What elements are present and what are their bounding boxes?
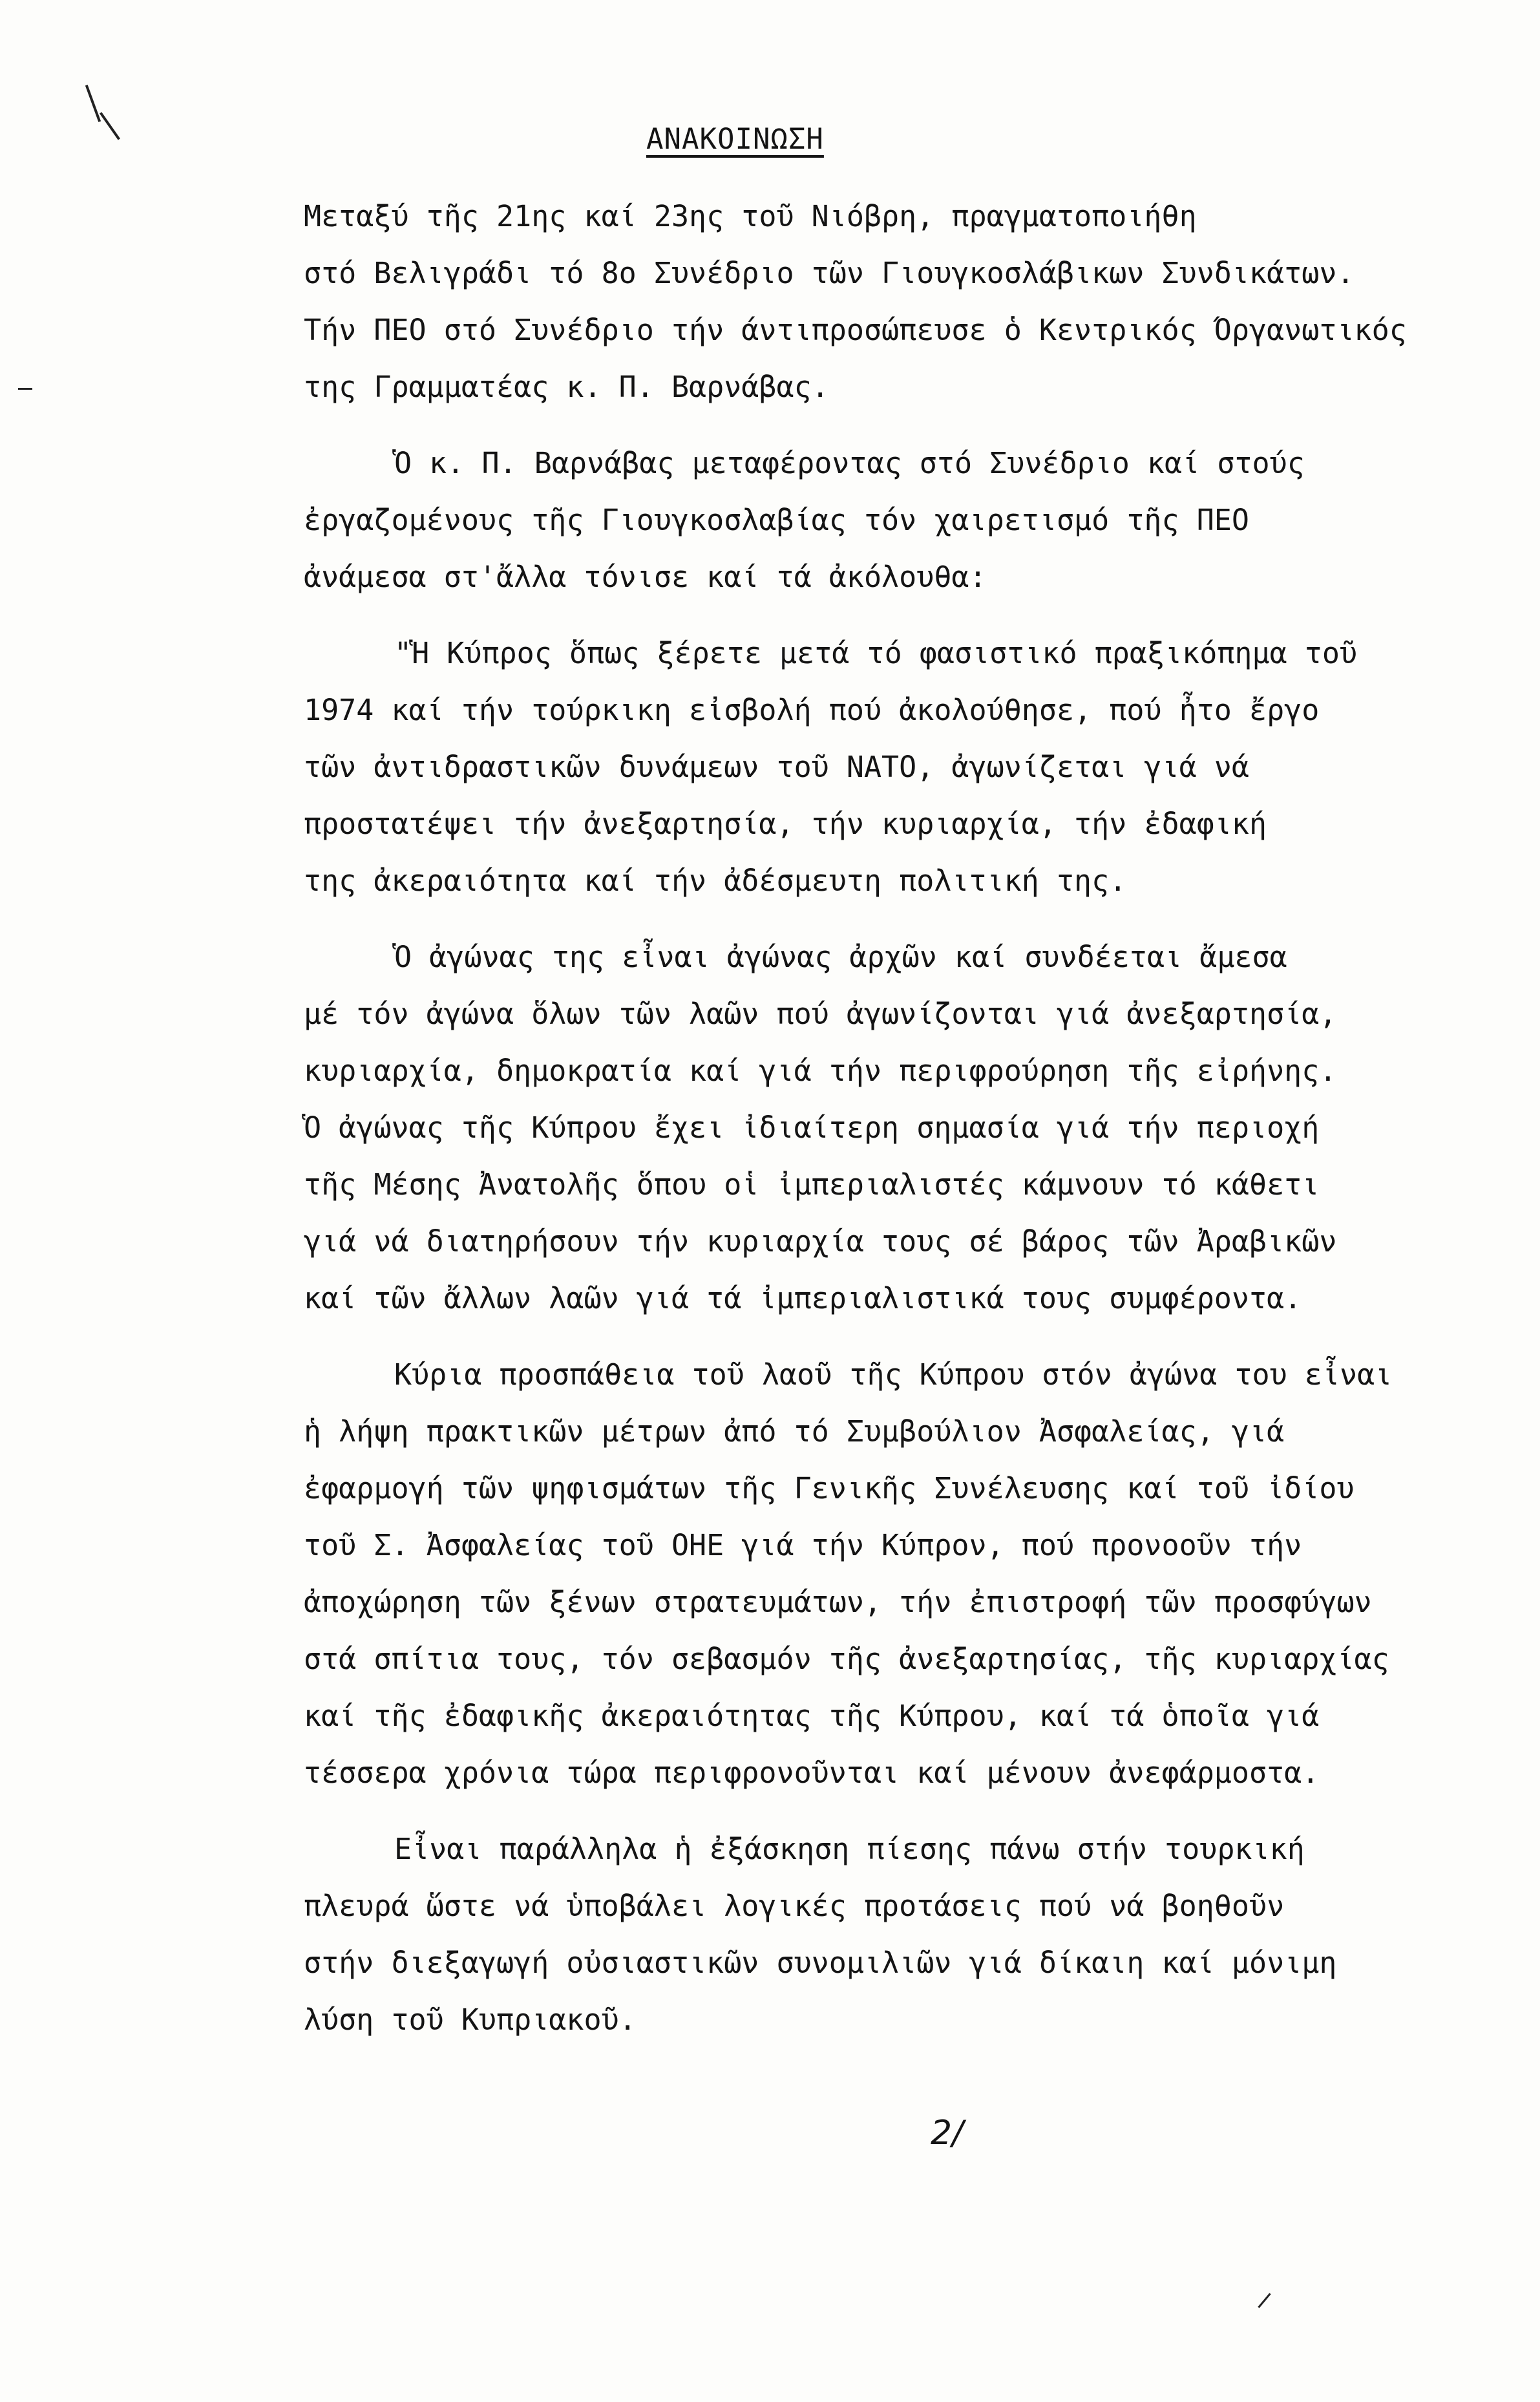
- text-line: τῆς Μέσης Ἀνατολῆς ὅπου οἱ ἰμπεριαλιστές κάμνουν τό κάθετι: [304, 1167, 1320, 1202]
- scan-mark: [85, 85, 101, 122]
- document-title: ΑΝΑΚΟΙΝΩΣΗ: [646, 123, 824, 156]
- text-line: ἀποχώρηση τῶν ξένων στρατευμάτων, τήν ἐπιστροφή τῶν προσφύγων: [304, 1585, 1372, 1619]
- text-line: Εἶναι παράλληλα ἡ ἐξάσκηση πίεσης πάνω στήν τουρκική: [394, 1832, 1305, 1866]
- text-line: γιά νά διατηρήσουν τήν κυριαρχία τους σέ βάρος τῶν Ἀραβικῶν: [304, 1224, 1337, 1259]
- text-line: τέσσερα χρόνια τώρα περιφρονοῦνται καί μένουν ἀνεφάρμοστα.: [304, 1756, 1320, 1790]
- text-line: ἐφαρμογή τῶν ψηφισμάτων τῆς Γενικῆς Συνέλευσης καί τοῦ ἰδίου: [304, 1471, 1355, 1505]
- text-line: στό Βελιγράδι τό 8ο Συνέδριο τῶν Γιουγκοσλάβικων Συνδικάτων.: [304, 256, 1355, 290]
- text-line: προστατέψει τήν ἀνεξαρτησία, τήν κυριαρχία, τήν ἐδαφική: [304, 807, 1267, 841]
- scan-mark: [100, 112, 120, 140]
- text-line: στά σπίτια τους, τόν σεβασμόν τῆς ἀνεξαρτησίας, τῆς κυριαρχίας: [304, 1642, 1389, 1676]
- text-line: ἀνάμεσα στ'ἄλλα τόνισε καί τά ἀκόλουθα:: [304, 560, 987, 594]
- text-line: "Ἡ Κύπρος ὅπως ξέρετε μετά τό φασιστικό πραξικόπημα τοῦ: [394, 636, 1358, 670]
- text-line: 1974 καί τήν τούρκικη εἰσβολή πού ἀκολούθησε, πού ἦτο ἔργο: [304, 693, 1320, 727]
- text-line: της ἀκεραιότητα καί τήν ἀδέσμευτη πολιτική της.: [304, 864, 1127, 898]
- text-line: της Γραμματέας κ. Π. Βαρνάβας.: [304, 370, 829, 404]
- text-line: ἐργαζομένους τῆς Γιουγκοσλαβίας τόν χαιρετισμό τῆς ΠΕΟ: [304, 503, 1249, 537]
- text-line: καί τῆς ἐδαφικῆς ἀκεραιότητας τῆς Κύπρου, καί τά ὁποῖα γιά: [304, 1699, 1320, 1733]
- scan-mark: [1258, 2293, 1271, 2308]
- text-line: Μεταξύ τῆς 21ης καί 23ης τοῦ Νιόβρη, πραγματοποιήθη: [304, 199, 1197, 233]
- text-line: ἡ λήψη πρακτικῶν μέτρων ἀπό τό Συμβούλιον Ἀσφαλείας, γιά: [304, 1414, 1285, 1449]
- text-line: καί τῶν ἄλλων λαῶν γιά τά ἰμπεριαλιστικά τους συμφέροντα.: [304, 1281, 1302, 1315]
- text-line: μέ τόν ἀγώνα ὅλων τῶν λαῶν πού ἀγωνίζονται γιά ἀνεξαρτησία,: [304, 997, 1337, 1031]
- text-line: Κύρια προσπάθεια τοῦ λαοῦ τῆς Κύπρου στόν ἀγώνα του εἶναι: [394, 1357, 1393, 1392]
- text-line: στήν διεξαγωγή οὐσιαστικῶν συνομιλιῶν γιά δίκαιη καί μόνιμη: [304, 1946, 1337, 1980]
- text-line: λύση τοῦ Κυπριακοῦ.: [304, 2003, 637, 2037]
- text-line: Ὁ ἀγώνας της εἶναι ἀγώνας ἀρχῶν καί συνδέεται ἄμεσα: [394, 940, 1287, 974]
- text-line: κυριαρχία, δημοκρατία καί γιά τήν περιφρούρηση τῆς εἰρήνης.: [304, 1054, 1337, 1088]
- scan-mark: [18, 388, 32, 390]
- text-line: πλευρά ὥστε νά ὑποβάλει λογικές προτάσεις πού νά βοηθοῦν: [304, 1889, 1285, 1923]
- text-line: Ὁ ἀγώνας τῆς Κύπρου ἔχει ἰδιαίτερη σημασία γιά τήν περιοχή: [304, 1111, 1320, 1145]
- text-line: Τήν ΠΕΟ στό Συνέδριο τήν άντιπροσώπευσε ὁ Κεντρικός Όργανωτικός: [304, 313, 1407, 347]
- page-number: 2/: [931, 2114, 964, 2152]
- text-line: τοῦ Σ. Ἀσφαλείας τοῦ ΟΗΕ γιά τήν Κύπρον, πού προνοοῦν τήν: [304, 1528, 1302, 1562]
- text-line: Ὁ κ. Π. Βαρνάβας μεταφέροντας στό Συνέδριο καί στούς: [394, 446, 1305, 480]
- text-line: τῶν ἀντιδραστικῶν δυνάμεων τοῦ ΝΑΤΟ, ἀγωνίζεται γιά νά: [304, 750, 1249, 784]
